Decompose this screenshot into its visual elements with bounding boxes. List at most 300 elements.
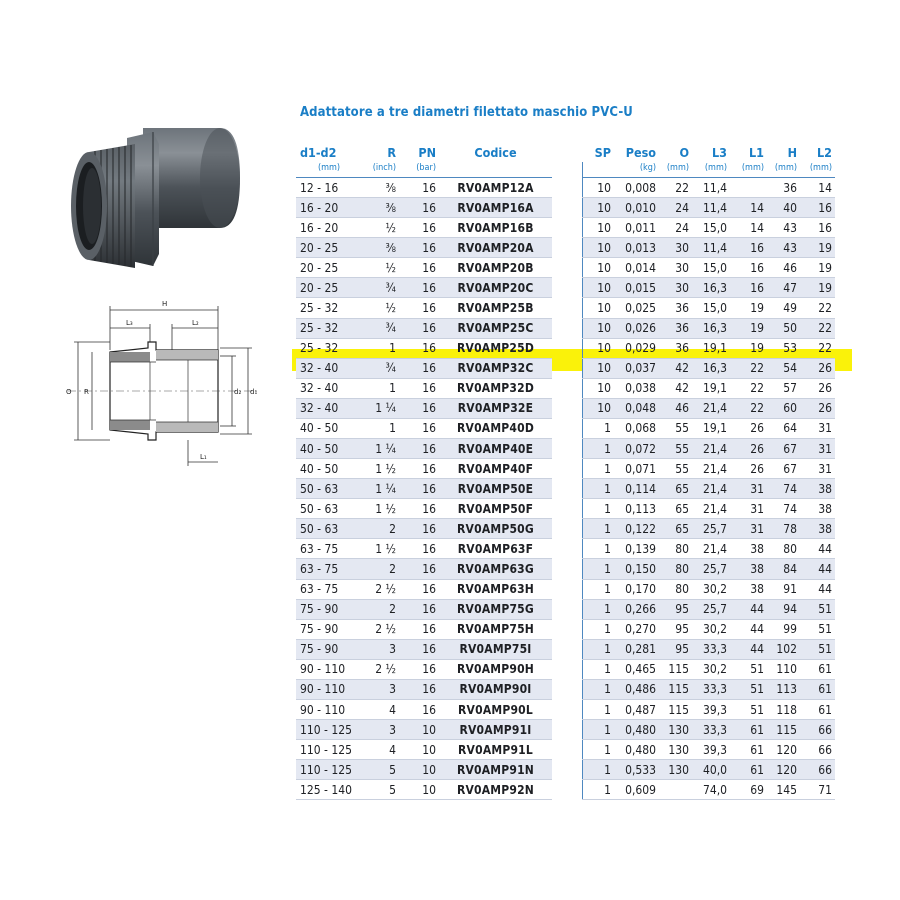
cell-pn: 16	[399, 479, 439, 499]
cell-o: 22	[659, 178, 692, 198]
cell-l3: 11,4	[692, 198, 730, 218]
cell-r: 1	[366, 338, 399, 358]
table-row	[296, 238, 835, 258]
cell-pn: 16	[399, 258, 439, 278]
cell-l1: 22	[730, 398, 767, 418]
cell-l3: 39,3	[692, 740, 730, 760]
cell-l3: 15,0	[692, 298, 730, 318]
cell-codice: RV0AMP50F	[439, 499, 552, 519]
table-row	[296, 258, 835, 278]
cell-r: ⅜	[366, 178, 399, 198]
cell-h: 54	[767, 358, 800, 378]
cell-l2: 61	[800, 659, 835, 679]
cell-l1: 61	[730, 740, 767, 760]
cell-l1: 26	[730, 418, 767, 438]
cell-sp: 1	[582, 679, 614, 699]
cell-l1: 44	[730, 639, 767, 659]
table-row	[296, 358, 835, 378]
cell-pn: 16	[399, 599, 439, 619]
cell-pn: 10	[399, 720, 439, 740]
table-row	[296, 459, 835, 479]
cell-l2: 26	[800, 358, 835, 378]
cell-codice: RV0AMP50E	[439, 479, 552, 499]
table-row	[296, 539, 835, 559]
unit-h: (mm)	[767, 162, 800, 178]
cell-r: ⅜	[366, 238, 399, 258]
cell-codice: RV0AMP32D	[439, 378, 552, 398]
cell-l3: 21,4	[692, 539, 730, 559]
cell-o: 30	[659, 278, 692, 298]
cell-l3: 11,4	[692, 178, 730, 198]
page-title: Adattatore a tre diametri filettato maschio PVC-U	[300, 105, 633, 120]
table-row	[296, 780, 835, 800]
cell-h: 80	[767, 539, 800, 559]
cell-codice: RV0AMP40D	[439, 418, 552, 438]
cell-gap	[552, 579, 582, 599]
cell-h: 74	[767, 479, 800, 499]
cell-sp: 1	[582, 539, 614, 559]
cell-l2: 26	[800, 378, 835, 398]
cell-l3: 74,0	[692, 780, 730, 800]
cell-h: 67	[767, 439, 800, 459]
cell-l2: 66	[800, 720, 835, 740]
dim-label-r: R	[84, 388, 89, 396]
cell-l2: 16	[800, 198, 835, 218]
cell-h: 120	[767, 760, 800, 780]
cell-r: 2	[366, 599, 399, 619]
cell-r: 1 ½	[366, 499, 399, 519]
dim-label-d1: d₁	[250, 388, 258, 396]
cell-r: 3	[366, 720, 399, 740]
cell-peso: 0,015	[614, 278, 659, 298]
col-header-r: R	[387, 144, 396, 160]
cell-l2: 61	[800, 700, 835, 720]
col-header-d1d2: d1-d2	[300, 144, 337, 160]
cell-gap	[552, 679, 582, 699]
table-row	[296, 178, 835, 198]
unit-l3: (mm)	[692, 162, 730, 178]
cell-d1d2: 25 - 32	[296, 298, 366, 318]
cell-peso: 0,122	[614, 519, 659, 539]
cell-sp: 10	[582, 218, 614, 238]
cell-l3: 25,7	[692, 559, 730, 579]
cell-gap	[552, 479, 582, 499]
cell-d1d2: 25 - 32	[296, 338, 366, 358]
cell-l3: 16,3	[692, 318, 730, 338]
col-gap	[552, 143, 582, 162]
cell-codice: RV0AMP25B	[439, 298, 552, 318]
cell-l3: 40,0	[692, 760, 730, 780]
table-row	[296, 720, 835, 740]
cell-peso: 0,114	[614, 479, 659, 499]
table-row	[296, 398, 835, 418]
cell-l1: 16	[730, 258, 767, 278]
cell-l2: 51	[800, 639, 835, 659]
table-row	[296, 559, 835, 579]
cell-o: 36	[659, 318, 692, 338]
cell-d1d2: 90 - 110	[296, 700, 366, 720]
cell-l2: 31	[800, 418, 835, 438]
cell-codice: RV0AMP63F	[439, 539, 552, 559]
cell-codice: RV0AMP90I	[439, 679, 552, 699]
cell-l3: 25,7	[692, 519, 730, 539]
cell-pn: 16	[399, 679, 439, 699]
col-header-o: O	[679, 144, 689, 160]
cell-d1d2: 63 - 75	[296, 559, 366, 579]
cell-d1d2: 32 - 40	[296, 378, 366, 398]
cell-l1: 51	[730, 659, 767, 679]
cell-gap	[552, 740, 582, 760]
cell-o: 65	[659, 519, 692, 539]
cell-h: 67	[767, 459, 800, 479]
cell-h: 43	[767, 218, 800, 238]
cell-r: 5	[366, 780, 399, 800]
unit-r: (inch)	[366, 162, 399, 178]
cell-l1: 31	[730, 479, 767, 499]
cell-l1: 14	[730, 218, 767, 238]
col-header-peso: Peso	[625, 144, 656, 160]
cell-r: 1 ¼	[366, 479, 399, 499]
cell-l2: 22	[800, 338, 835, 358]
cell-l3: 15,0	[692, 258, 730, 278]
cell-o: 115	[659, 679, 692, 699]
cell-l1: 69	[730, 780, 767, 800]
cell-d1d2: 32 - 40	[296, 358, 366, 378]
cell-o: 80	[659, 539, 692, 559]
cell-gap	[552, 459, 582, 479]
cell-r: ⅜	[366, 198, 399, 218]
cell-h: 36	[767, 178, 800, 198]
cell-l1: 51	[730, 679, 767, 699]
cell-sp: 10	[582, 238, 614, 258]
cell-h: 64	[767, 418, 800, 438]
cell-o: 42	[659, 378, 692, 398]
cell-l2: 14	[800, 178, 835, 198]
cell-codice: RV0AMP92N	[439, 780, 552, 800]
cell-gap	[552, 780, 582, 800]
cell-codice: RV0AMP40E	[439, 439, 552, 459]
unit-d1d2: (mm)	[296, 162, 366, 178]
cell-peso: 0,609	[614, 780, 659, 800]
cell-d1d2: 63 - 75	[296, 579, 366, 599]
cell-sp: 1	[582, 740, 614, 760]
cell-pn: 16	[399, 439, 439, 459]
table-row	[296, 740, 835, 760]
cell-r: 1 ½	[366, 459, 399, 479]
unit-pn: (bar)	[399, 162, 439, 178]
cell-sp: 1	[582, 459, 614, 479]
cell-o: 95	[659, 639, 692, 659]
cell-pn: 16	[399, 579, 439, 599]
cell-codice: RV0AMP90L	[439, 700, 552, 720]
cell-r: 1	[366, 418, 399, 438]
unit-l2: (mm)	[800, 162, 835, 178]
cell-codice: RV0AMP75H	[439, 619, 552, 639]
table-row	[296, 519, 835, 539]
cell-gap	[552, 760, 582, 780]
cell-l2: 31	[800, 439, 835, 459]
table-row	[296, 338, 835, 358]
cell-sp: 1	[582, 720, 614, 740]
cell-l3: 21,4	[692, 459, 730, 479]
cell-l2: 44	[800, 539, 835, 559]
cell-l2: 51	[800, 619, 835, 639]
cell-peso: 0,480	[614, 720, 659, 740]
col-header-l3: L3	[712, 144, 727, 160]
cell-l3: 30,2	[692, 579, 730, 599]
cell-r: 1 ¼	[366, 398, 399, 418]
cell-h: 102	[767, 639, 800, 659]
cell-h: 43	[767, 238, 800, 258]
cell-r: 1	[366, 378, 399, 398]
cell-l2: 44	[800, 579, 835, 599]
cell-gap	[552, 539, 582, 559]
cell-l1: 61	[730, 760, 767, 780]
cell-gap	[552, 619, 582, 639]
cell-d1d2: 90 - 110	[296, 679, 366, 699]
col-header-pn: PN	[418, 144, 436, 160]
cell-peso: 0,037	[614, 358, 659, 378]
table-row	[296, 479, 835, 499]
cell-h: 40	[767, 198, 800, 218]
cell-pn: 16	[399, 278, 439, 298]
cell-peso: 0,465	[614, 659, 659, 679]
cell-gap	[552, 378, 582, 398]
cell-l1: 26	[730, 459, 767, 479]
cell-d1d2: 20 - 25	[296, 238, 366, 258]
cell-pn: 16	[399, 459, 439, 479]
cell-r: ½	[366, 218, 399, 238]
cell-peso: 0,025	[614, 298, 659, 318]
cell-d1d2: 75 - 90	[296, 639, 366, 659]
unit-gap	[552, 162, 582, 178]
cell-gap	[552, 258, 582, 278]
cell-sp: 1	[582, 439, 614, 459]
cell-peso: 0,072	[614, 439, 659, 459]
cell-h: 53	[767, 338, 800, 358]
cell-h: 110	[767, 659, 800, 679]
cell-h: 91	[767, 579, 800, 599]
cell-codice: RV0AMP75G	[439, 599, 552, 619]
cell-l1: 19	[730, 298, 767, 318]
cell-l2: 22	[800, 318, 835, 338]
cell-peso: 0,008	[614, 178, 659, 198]
cell-h: 50	[767, 318, 800, 338]
cell-h: 99	[767, 619, 800, 639]
cell-d1d2: 32 - 40	[296, 398, 366, 418]
cell-l2: 16	[800, 218, 835, 238]
cell-l2: 38	[800, 499, 835, 519]
table-row	[296, 760, 835, 780]
cell-codice: RV0AMP91N	[439, 760, 552, 780]
cell-l1: 22	[730, 358, 767, 378]
cell-peso: 0,011	[614, 218, 659, 238]
unit-codice	[439, 162, 552, 178]
cell-gap	[552, 198, 582, 218]
cell-d1d2: 63 - 75	[296, 539, 366, 559]
cell-o: 115	[659, 700, 692, 720]
cell-d1d2: 110 - 125	[296, 740, 366, 760]
cell-peso: 0,281	[614, 639, 659, 659]
cell-gap	[552, 700, 582, 720]
table-row	[296, 639, 835, 659]
cell-o: 30	[659, 258, 692, 278]
cell-sp: 1	[582, 659, 614, 679]
product-table	[296, 143, 835, 800]
cell-codice: RV0AMP40F	[439, 459, 552, 479]
cell-peso: 0,113	[614, 499, 659, 519]
cell-l3: 30,2	[692, 619, 730, 639]
cell-sp: 10	[582, 358, 614, 378]
cell-d1d2: 50 - 63	[296, 499, 366, 519]
cell-gap	[552, 519, 582, 539]
cell-o: 130	[659, 740, 692, 760]
cell-gap	[552, 238, 582, 258]
table-row	[296, 318, 835, 338]
cell-l1: 19	[730, 318, 767, 338]
units-row	[296, 162, 835, 178]
cell-d1d2: 75 - 90	[296, 599, 366, 619]
cell-sp: 10	[582, 398, 614, 418]
cell-d1d2: 90 - 110	[296, 659, 366, 679]
dim-label-o: O	[66, 388, 72, 396]
cell-l1: 38	[730, 559, 767, 579]
cell-l2: 51	[800, 599, 835, 619]
cell-peso: 0,270	[614, 619, 659, 639]
cell-gap	[552, 599, 582, 619]
product-photo	[55, 110, 250, 290]
cell-codice: RV0AMP63H	[439, 579, 552, 599]
cell-d1d2: 25 - 32	[296, 318, 366, 338]
dim-label-l1: L₁	[200, 453, 207, 461]
cell-sp: 1	[582, 780, 614, 800]
cell-d1d2: 40 - 50	[296, 418, 366, 438]
dim-label-l3: L₃	[126, 319, 133, 327]
cell-l1: 38	[730, 579, 767, 599]
table-row	[296, 659, 835, 679]
cell-gap	[552, 720, 582, 740]
cell-l2: 61	[800, 679, 835, 699]
cell-d1d2: 16 - 20	[296, 198, 366, 218]
cell-codice: RV0AMP91I	[439, 720, 552, 740]
unit-peso: (kg)	[614, 162, 659, 178]
col-header-h: H	[787, 144, 797, 160]
cell-r: 3	[366, 679, 399, 699]
cell-r: 4	[366, 740, 399, 760]
cell-l2: 38	[800, 479, 835, 499]
cell-pn: 10	[399, 740, 439, 760]
cell-codice: RV0AMP32E	[439, 398, 552, 418]
col-header-codice: Codice	[474, 144, 517, 160]
cell-h: 84	[767, 559, 800, 579]
cell-gap	[552, 559, 582, 579]
cell-sp: 1	[582, 619, 614, 639]
table-row	[296, 579, 835, 599]
cell-peso: 0,486	[614, 679, 659, 699]
cell-h: 115	[767, 720, 800, 740]
cell-pn: 16	[399, 338, 439, 358]
unit-o: (mm)	[659, 162, 692, 178]
table-row	[296, 619, 835, 639]
unit-sp	[582, 162, 614, 178]
cell-sp: 10	[582, 278, 614, 298]
cell-o: 130	[659, 760, 692, 780]
cell-h: 118	[767, 700, 800, 720]
cell-pn: 16	[399, 639, 439, 659]
table-row	[296, 218, 835, 238]
cell-pn: 16	[399, 178, 439, 198]
cell-l2: 19	[800, 238, 835, 258]
cell-codice: RV0AMP32C	[439, 358, 552, 378]
cell-peso: 0,071	[614, 459, 659, 479]
cell-l1: 16	[730, 278, 767, 298]
cell-pn: 16	[399, 539, 439, 559]
dim-label-l2: L₂	[192, 319, 199, 327]
cell-codice: RV0AMP25D	[439, 338, 552, 358]
cell-l3: 21,4	[692, 439, 730, 459]
cell-sp: 10	[582, 178, 614, 198]
cell-r: 3	[366, 639, 399, 659]
cell-pn: 16	[399, 318, 439, 338]
cell-o	[659, 780, 692, 800]
cell-pn: 16	[399, 238, 439, 258]
cell-o: 65	[659, 499, 692, 519]
cell-l2: 66	[800, 760, 835, 780]
cell-peso: 0,533	[614, 760, 659, 780]
cell-d1d2: 40 - 50	[296, 439, 366, 459]
cell-o: 30	[659, 238, 692, 258]
cell-gap	[552, 318, 582, 338]
cell-l1: 19	[730, 338, 767, 358]
cell-l3: 25,7	[692, 599, 730, 619]
cell-o: 42	[659, 358, 692, 378]
cell-gap	[552, 218, 582, 238]
cell-h: 47	[767, 278, 800, 298]
cell-l3: 15,0	[692, 218, 730, 238]
cell-o: 130	[659, 720, 692, 740]
cell-o: 95	[659, 599, 692, 619]
cell-peso: 0,150	[614, 559, 659, 579]
cell-r: ½	[366, 298, 399, 318]
cell-sp: 1	[582, 639, 614, 659]
cell-l3: 33,3	[692, 679, 730, 699]
cell-pn: 16	[399, 418, 439, 438]
cell-l3: 21,4	[692, 479, 730, 499]
cell-h: 74	[767, 499, 800, 519]
cell-l1: 38	[730, 539, 767, 559]
table-row	[296, 378, 835, 398]
table-row	[296, 700, 835, 720]
cell-l3: 11,4	[692, 238, 730, 258]
cell-peso: 0,014	[614, 258, 659, 278]
cell-codice: RV0AMP91L	[439, 740, 552, 760]
cell-o: 46	[659, 398, 692, 418]
cell-d1d2: 75 - 90	[296, 619, 366, 639]
dim-label-d2: d₂	[234, 388, 242, 396]
cell-gap	[552, 418, 582, 438]
cell-d1d2: 40 - 50	[296, 459, 366, 479]
table-row	[296, 418, 835, 438]
cell-sp: 10	[582, 318, 614, 338]
cell-sp: 1	[582, 579, 614, 599]
cell-pn: 16	[399, 358, 439, 378]
cell-l2: 19	[800, 258, 835, 278]
cell-sp: 1	[582, 519, 614, 539]
table-row	[296, 198, 835, 218]
table-row	[296, 679, 835, 699]
cell-codice: RV0AMP20A	[439, 238, 552, 258]
cell-l3: 16,3	[692, 358, 730, 378]
